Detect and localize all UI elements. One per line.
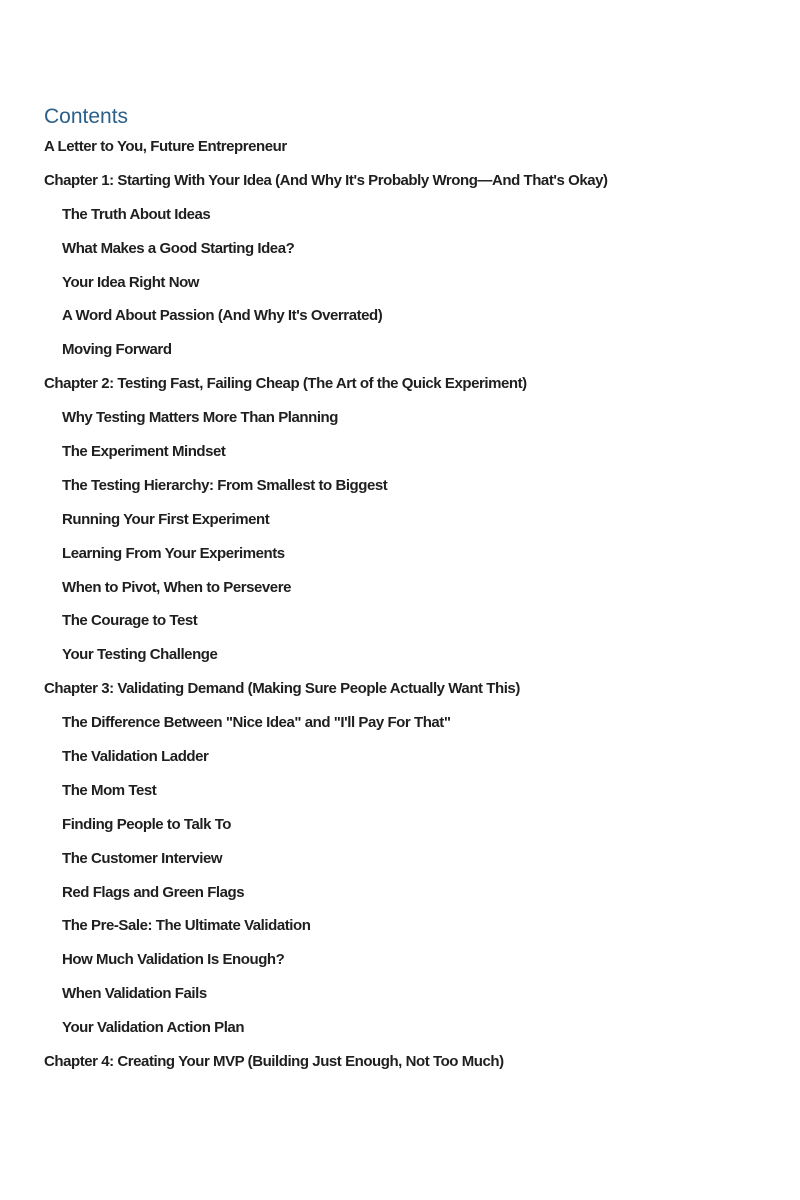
toc-section-link[interactable]: Your Idea Right Now [62,273,200,291]
toc-section-link[interactable]: The Difference Between "Nice Idea" and "I'll Pay For That" [62,714,451,732]
toc-section-link[interactable]: Running Your First Experiment [62,510,270,528]
toc-section-link[interactable]: The Truth About Ideas [62,205,211,223]
toc-section-link[interactable]: How Much Validation Is Enough? [62,951,285,969]
toc-section-link[interactable]: Red Flags and Green Flags [62,883,245,901]
toc-section-link[interactable]: When Validation Fails [62,985,207,1003]
toc-section-link[interactable]: Finding People to Talk To [62,815,232,833]
toc-section-link[interactable]: The Mom Test [62,781,157,799]
toc-section-link[interactable]: What Makes a Good Starting Idea? [62,239,295,257]
toc-section-link[interactable]: The Experiment Mindset [62,443,226,461]
toc-section-link[interactable]: The Testing Hierarchy: From Smallest to Biggest [62,476,388,494]
toc-chapter-link[interactable]: Chapter 1: Starting With Your Idea (And Why It's Probably Wrong—And That's Okay) [44,171,608,189]
toc-section-link[interactable]: Your Validation Action Plan [62,1019,245,1037]
toc-section-link[interactable]: The Customer Interview [62,849,223,867]
toc-chapter-link[interactable]: Chapter 2: Testing Fast, Failing Cheap (The Art of the Quick Experiment) [44,375,527,393]
toc-heading: Contents [44,105,129,128]
toc-chapter-link[interactable]: Chapter 4: Creating Your MVP (Building Just Enough, Not Too Much) [44,1053,504,1071]
toc-section-link[interactable]: The Pre-Sale: The Ultimate Validation [62,917,311,935]
toc-section-link[interactable]: Why Testing Matters More Than Planning [62,409,338,427]
toc-section-link[interactable]: The Courage to Test [62,612,198,630]
toc-chapter-link[interactable]: A Letter to You, Future Entrepreneur [44,138,287,155]
toc-section-link[interactable]: Your Testing Challenge [62,646,218,664]
toc-section-link[interactable]: Learning From Your Experiments [62,544,285,562]
toc-section-link[interactable]: A Word About Passion (And Why It's Overrated) [62,307,383,325]
toc-chapter-link[interactable]: Chapter 3: Validating Demand (Making Sure People Actually Want This) [44,680,520,698]
toc-section-link[interactable]: Moving Forward [62,341,172,359]
toc-section-link[interactable]: The Validation Ladder [62,748,209,766]
toc-section-link[interactable]: When to Pivot, When to Persevere [62,578,291,596]
table-of-contents [0,136,800,1085]
